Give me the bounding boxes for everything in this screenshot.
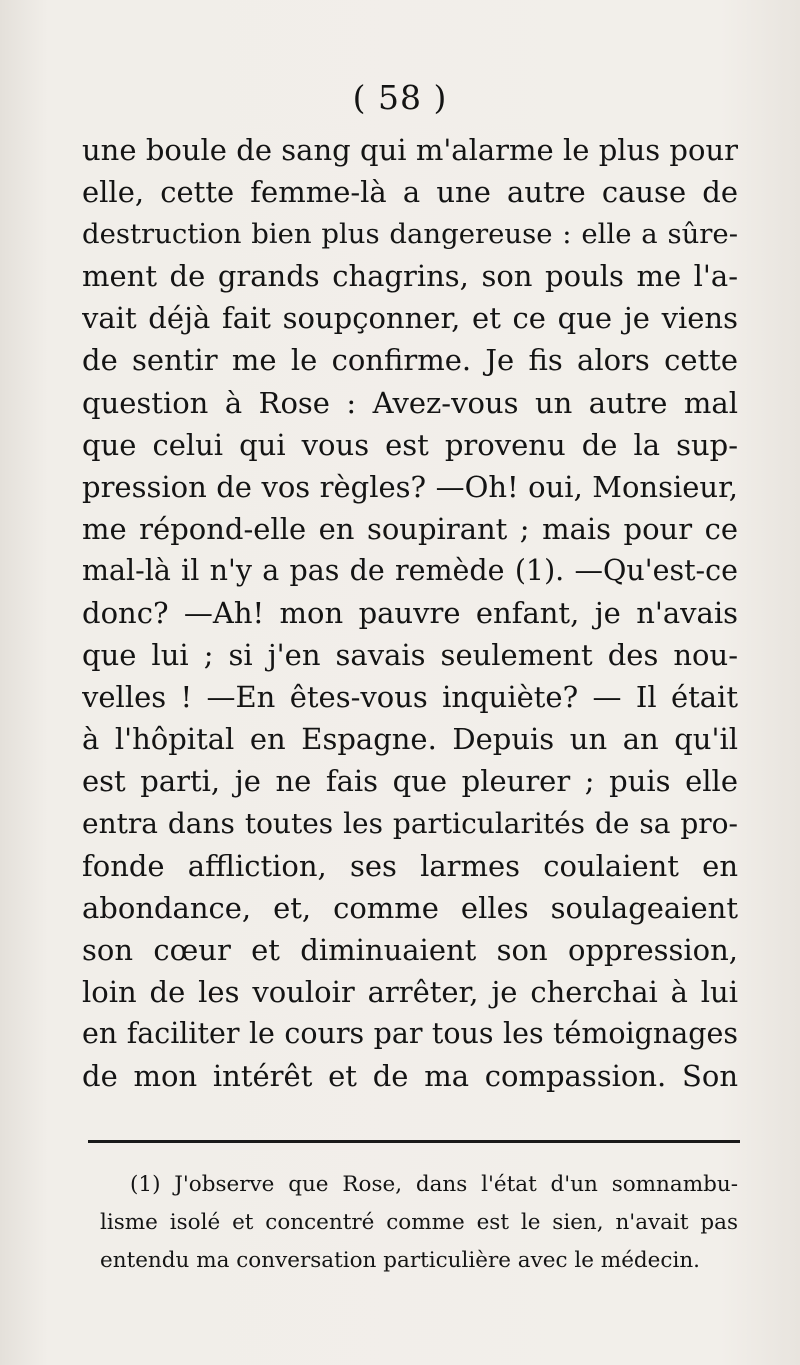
text-line: destruction bien plus dangereuse : elle a sûre- [82, 218, 738, 251]
text-line: une boule de sang qui m'alarme le plus pour [82, 133, 738, 167]
text-line: de mon intérêt et de ma compassion. Son [82, 1059, 738, 1094]
text-line: velles ! —En êtes-vous inquiète? — Il était [82, 680, 738, 715]
text-line: question à Rose : Avez-vous un autre mal [82, 385, 738, 420]
footnote-line: entendu ma conversation particulière avec le médecin. [100, 1248, 701, 1273]
text-line: fonde affliction, ses larmes coulaient en [82, 848, 738, 883]
text-line: est parti, je ne fais que pleurer ; puis elle [82, 764, 738, 799]
text-line: me répond-elle en soupirant ; mais pour ce [82, 511, 738, 546]
text-line: entra dans toutes les particularités de sa pro- [82, 806, 738, 840]
text-line: abondance, et, comme elles soulageaient [82, 890, 738, 925]
text-line: pression de vos règles? —Oh! oui, Monsieur, [82, 469, 738, 504]
text-line: loin de les vouloir arrêter, je cherchai à lui [82, 974, 738, 1009]
footnote-line: (1) J'observe que Rose, dans l'état d'un somnambu- [130, 1172, 738, 1197]
text-line: ment de grands chagrins, son pouls me l'a- [82, 259, 738, 294]
text-line: son cœur et diminuaient son oppression, [82, 932, 738, 967]
text-line: que lui ; si j'en savais seulement des nou- [82, 638, 738, 673]
text-line: en faciliter le cours par tous les témoignages [82, 1016, 738, 1050]
footnote [100, 1166, 738, 1280]
text-line: de sentir me le confirme. Je fis alors cette [82, 343, 738, 378]
body-text [82, 129, 738, 1097]
text-line: mal-là il n'y a pas de remède (1). —Qu'est-ce [82, 553, 738, 587]
page-number: ( 58 ) [352, 78, 448, 117]
text-line: à l'hôpital en Espagne. Depuis un an qu'il [82, 722, 738, 757]
text-line: donc? —Ah! mon pauvre enfant, je n'avais [82, 596, 738, 631]
text-line: elle, cette femme-là a une autre cause de [82, 175, 738, 210]
text-line: vait déjà fait soupçonner, et ce que je viens [82, 301, 738, 336]
footnote-line: lisme isolé et concentré comme est le sien, n'avait pas [100, 1210, 738, 1235]
text-line: que celui qui vous est provenu de la sup- [82, 427, 738, 462]
footnote-separator [88, 1140, 740, 1143]
